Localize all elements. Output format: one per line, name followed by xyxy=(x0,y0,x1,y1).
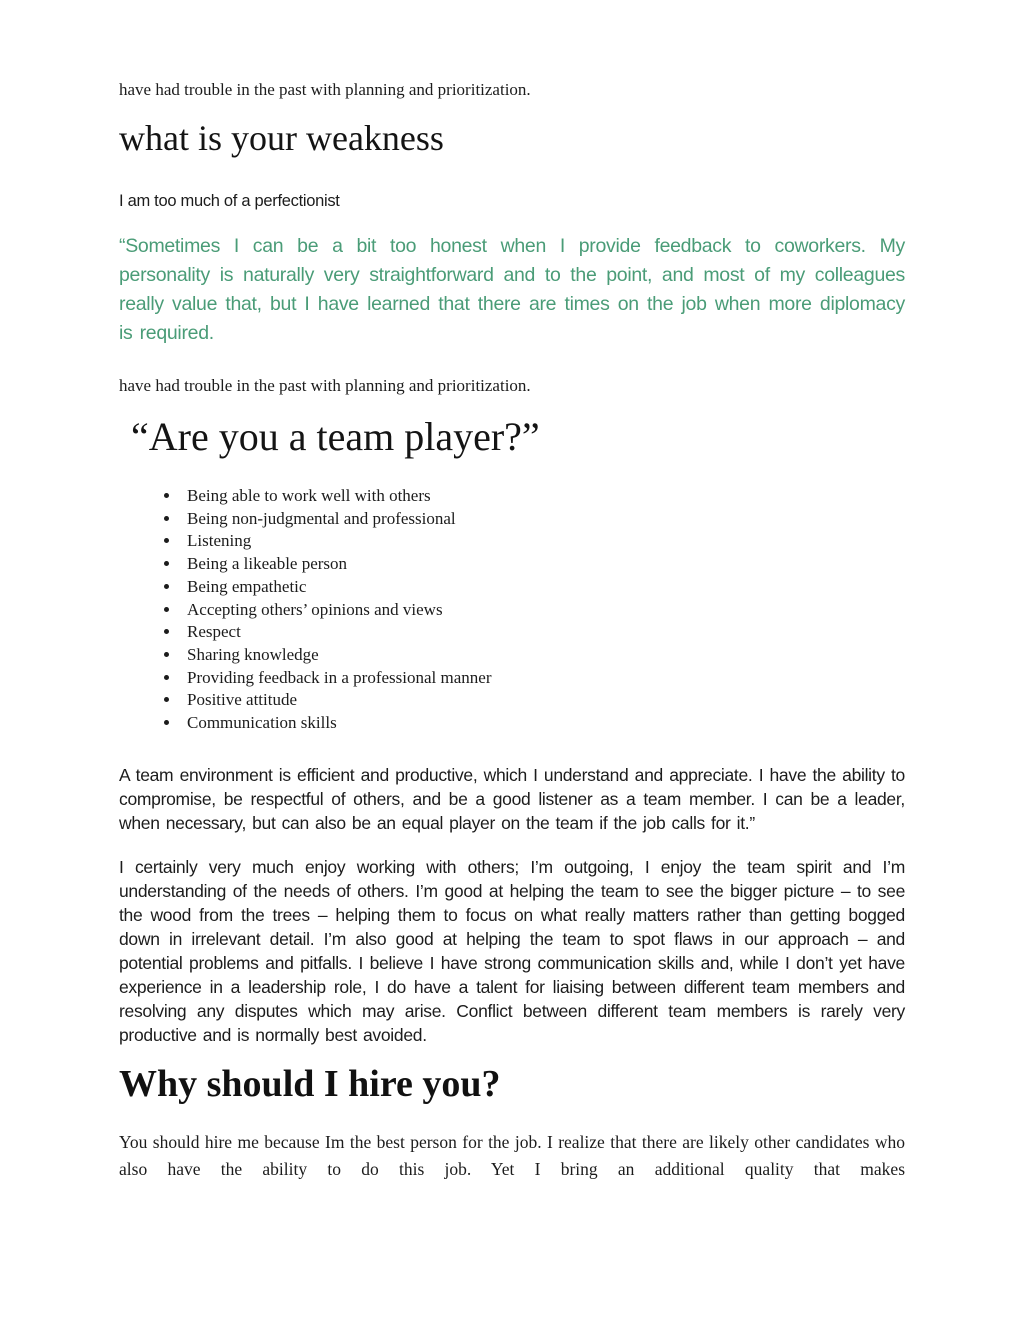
team-environment-paragraph: A team environment is efficient and productive, which I understand and appreciate. I have the ability to compromise, be respectful of others, and be a good listener as a team member. I can be a leader, when necessary, but can also be an equal player on the team if the job calls for it.” xyxy=(119,764,905,833)
repeated-intro-line: have had trouble in the past with planning and prioritization. xyxy=(119,376,531,395)
hire-heading: Why should I hire you? xyxy=(119,1062,501,1105)
intro-line: have had trouble in the past with planning and prioritization. xyxy=(119,80,531,99)
list-item: • Listening xyxy=(181,530,905,553)
weakness-quote-paragraph: “Sometimes I can be a bit too honest when I provide feedback to coworkers. My personality is naturally very straightforward and to the point, and most of my colleagues really value that, but I have learned that there are times on the job when more diplomacy is required. xyxy=(119,235,905,344)
list-item: • Being able to work well with others xyxy=(181,485,905,508)
hire-paragraph: You should hire me because Im the best person for the job. I realize that there are likely other candidates who also have the ability to do this job. Yet I bring an additional quality that makes xyxy=(119,1131,905,1179)
weakness-heading: what is your weakness xyxy=(119,118,444,158)
enjoy-working-paragraph: I certainly very much enjoy working with others; I’m outgoing, I enjoy the team spirit and I’m understanding of the needs of others. I’m good at helping the team to see the bigger picture – to see the wood from the trees – helping them to focus on what really matters rather than getting bogged down in irrelevant detail. I’m also good at helping the team to spot flaws in our approach – and potential problems and pitfalls. I believe I have strong communication skills and, while I don’t yet have experience in a leadership role, I do have a talent for liaising between different team members and resolving any disputes which may arise. Conflict between different team members is rarely very productive and is normally best avoided. xyxy=(119,856,905,1045)
list-item: • Being a likeable person xyxy=(181,553,905,576)
list-item: • Providing feedback in a professional manner xyxy=(181,667,905,690)
team-player-list xyxy=(119,485,905,735)
list-item: • Accepting others’ opinions and views xyxy=(181,599,905,622)
list-item: • Communication skills xyxy=(181,712,905,735)
list-item: • Being empathetic xyxy=(181,576,905,599)
list-item: • Sharing knowledge xyxy=(181,644,905,667)
list-item: • Respect xyxy=(181,621,905,644)
list-item: • Being non-judgmental and professional xyxy=(181,508,905,531)
list-item: • Positive attitude xyxy=(181,689,905,712)
perfectionist-answer: I am too much of a perfectionist xyxy=(119,192,340,210)
team-player-heading: “Are you a team player?” xyxy=(131,414,540,459)
